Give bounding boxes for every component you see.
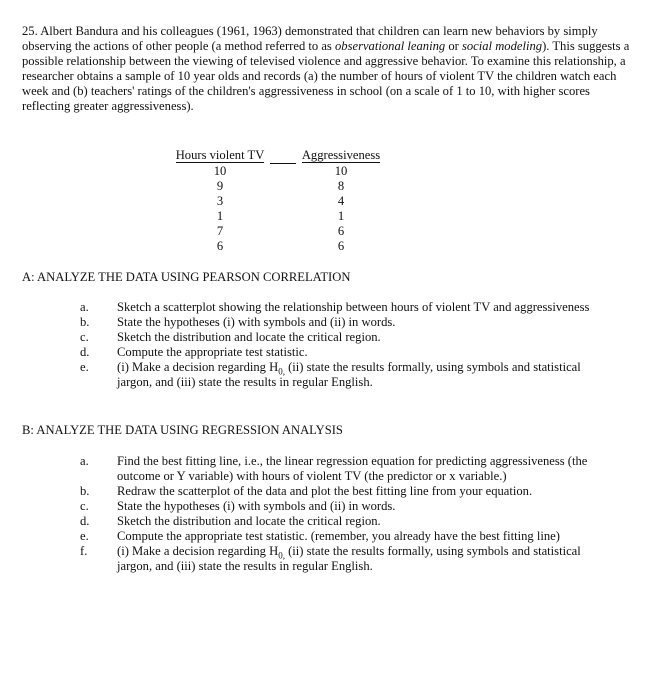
item-letter: c. <box>80 330 89 344</box>
cell-aggressiveness: 6 <box>337 224 345 238</box>
table-row <box>170 239 386 254</box>
table-row <box>170 179 386 194</box>
intro-text-1: 25. Albert Bandura and his colleagues (1961, 1963) demonstrated that children can learn new behaviors by simply observing the actions of other people (a method referred to as <box>22 24 598 53</box>
intro-text-3: ). This suggests a possible relationship between the viewing of televised violence and aggressive behavior. To examine this relationship, a researcher obtains a sample of 10 year olds and records (a) the number of hours of violent TV the children watch each week and (b) teachers' ratings of the children's aggressiveness in school (on a scale of 1 to 10, with higher scores reflecting greater aggressiveness). <box>22 39 630 113</box>
item-letter: a. <box>80 454 89 468</box>
cell-aggressiveness: 8 <box>337 179 345 193</box>
cell-hours: 7 <box>216 224 224 238</box>
cell-aggressiveness: 6 <box>337 239 345 253</box>
list-item <box>0 454 597 484</box>
list-item <box>0 330 597 345</box>
cell-hours: 10 <box>213 163 227 178</box>
item-letter: c. <box>80 499 89 513</box>
item-text: Sketch a scatterplot showing the relationship between hours of violent TV and aggressiveness <box>117 300 590 314</box>
item-letter: d. <box>80 345 90 359</box>
section-b-questions <box>0 454 657 574</box>
item-text: (i) Make a decision regarding $H_{0,}$ (ii) state the results formally, using symbols and statistical jargon, and (iii) state the results in regular English. <box>117 360 581 389</box>
cell-aggressiveness: 1 <box>337 209 345 223</box>
problem-intro <box>22 24 634 114</box>
table-row <box>170 164 386 180</box>
cell-hours: 6 <box>216 239 224 253</box>
list-item <box>0 484 597 499</box>
list-item <box>0 300 597 315</box>
item-text: Find the best fitting line, i.e., the linear regression equation for predicting aggressiveness (the outcome or Y variable) with hours of violent TV (the predictor or x variable.) <box>117 454 588 483</box>
item-letter: a. <box>80 300 89 314</box>
cell-aggressiveness: 4 <box>337 194 345 208</box>
item-text: Sketch the distribution and locate the critical region. <box>117 514 381 528</box>
cell-hours: 3 <box>216 194 224 208</box>
intro-text-2: or <box>445 39 462 53</box>
item-text: (i) Make a decision regarding $H_{0,}$ (ii) state the results formally, using symbols and statistical jargon, and (iii) state the results in regular English. <box>117 544 581 573</box>
item-text: Sketch the distribution and locate the critical region. <box>117 330 381 344</box>
data-table-header <box>170 148 386 164</box>
data-table <box>170 148 386 254</box>
header-underline-gap <box>270 148 296 164</box>
list-item <box>0 514 597 529</box>
header-hours-violent-tv: Hours violent TV <box>175 148 265 163</box>
list-item <box>0 529 597 544</box>
item-letter: d. <box>80 514 90 528</box>
item-letter: b. <box>80 484 90 498</box>
list-item <box>0 345 597 360</box>
item-text: Compute the appropriate test statistic. <box>117 345 308 359</box>
item-letter: e. <box>80 529 89 543</box>
table-row <box>170 224 386 239</box>
cell-hours: 9 <box>216 179 224 193</box>
item-text: Compute the appropriate test statistic. (remember, you already have the best fitting line) <box>117 529 560 543</box>
section-b-heading: B: ANALYZE THE DATA USING REGRESSION ANALYSIS <box>22 423 343 437</box>
cell-aggressiveness: 10 <box>334 163 348 178</box>
section-a-questions <box>0 300 657 390</box>
item-text: Redraw the scatterplot of the data and plot the best fitting line from your equation. <box>117 484 533 498</box>
intro-paragraph <box>22 24 634 114</box>
item-text: State the hypotheses (i) with symbols and (ii) in words. <box>117 499 396 513</box>
item-text: State the hypotheses (i) with symbols and (ii) in words. <box>117 315 396 329</box>
list-item <box>0 544 597 574</box>
cell-hours: 1 <box>216 209 224 223</box>
list-item <box>0 315 597 330</box>
header-aggressiveness: Aggressiveness <box>301 148 381 163</box>
item-letter: e. <box>80 360 89 374</box>
item-letter: f. <box>80 544 88 558</box>
list-item <box>0 499 597 514</box>
list-item <box>0 360 597 390</box>
section-a-heading: A: ANALYZE THE DATA USING PEARSON CORRELATION <box>22 270 351 284</box>
item-letter: b. <box>80 315 90 329</box>
table-row <box>170 209 386 224</box>
intro-term-modeling: social modeling <box>461 39 543 53</box>
intro-term-observational: observational leaning <box>334 39 446 53</box>
table-row <box>170 194 386 209</box>
